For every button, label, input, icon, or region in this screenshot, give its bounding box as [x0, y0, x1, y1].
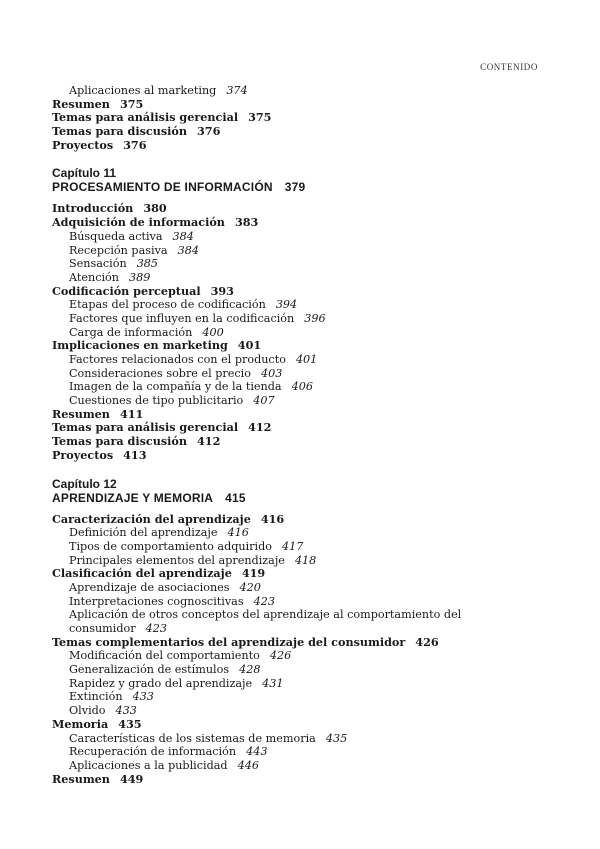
toc-entry-page: 401: [237, 338, 262, 353]
toc-entry-text: Cuestiones de tipo publicitario: [69, 394, 244, 408]
chapter-title-page: 379: [284, 180, 306, 195]
toc-entry-page: 433: [115, 704, 137, 718]
toc-entry-page: 426: [415, 634, 439, 649]
toc-entry-page: 416: [260, 511, 285, 526]
toc-subentry: [52, 257, 552, 271]
toc-entry-text: Temas para análisis gerencial: [52, 110, 239, 125]
toc-entry-text: Aplicación de otros conceptos del aprendizaje al comportamiento del: [69, 608, 462, 622]
toc-entry-page: 435: [118, 716, 142, 731]
toc-entry-page: 383: [234, 215, 259, 230]
toc-subentry: [52, 759, 552, 773]
toc-entry-text: Principales elementos del aprendizaje: [69, 553, 285, 567]
toc-entry-page: 423: [145, 622, 167, 635]
toc-entry: [52, 435, 552, 449]
toc-entry-page: 428: [239, 663, 261, 677]
toc-entry-page: 418: [294, 553, 317, 567]
toc-entry-text: Proyectos: [52, 137, 114, 152]
toc-subentry: [52, 244, 552, 258]
toc-subentry: [52, 353, 552, 367]
toc-entry: [52, 139, 552, 153]
toc-entry-page: 375: [119, 96, 144, 111]
toc-entry-text: Resumen: [52, 96, 110, 111]
chapter-11: [52, 166, 552, 462]
toc-entry-page: 380: [143, 201, 167, 216]
toc-entry-text: Resumen: [52, 406, 110, 421]
toc-entry-text: Factores que influyen en la codificación: [69, 311, 295, 325]
toc-entry: [52, 636, 552, 650]
toc-entry-page: 431: [262, 676, 284, 690]
toc-entry-text: Aplicaciones al marketing: [69, 84, 217, 97]
toc-entry-text: Recuperación de información: [69, 745, 237, 759]
toc-entry-text: Búsqueda activa: [69, 229, 163, 243]
toc-entry-text: Memoria: [52, 716, 109, 731]
toc-subentry: [52, 540, 552, 554]
toc-entry: [52, 202, 552, 216]
toc-entry-page: 374: [226, 84, 248, 97]
toc-subentry: [52, 271, 552, 285]
toc-entry: [52, 98, 552, 112]
chapter-12: [52, 477, 552, 787]
toc-subentry: [52, 367, 552, 381]
toc-entry-page: 412: [197, 434, 221, 449]
toc-entry-page: 433: [132, 690, 154, 704]
toc-entry-text: Recepción pasiva: [69, 243, 168, 257]
toc-entry: [52, 125, 552, 139]
toc-entry-page: 403: [260, 366, 283, 380]
toc-subentry: [52, 380, 552, 394]
toc-subentry: [52, 649, 552, 663]
toc-subentry: [52, 608, 552, 622]
toc-entry-text: Sensación: [69, 257, 127, 271]
toc-subentry: [52, 298, 552, 312]
toc-entry-text: Temas complementarios del aprendizaje del consumidor: [52, 634, 406, 649]
toc-entry-text: Características de los sistemas de memoria: [69, 731, 316, 745]
toc-entry-page: 389: [129, 270, 151, 284]
chapter-title-page: 415: [225, 490, 246, 505]
chapter-label: Capítulo 12: [52, 476, 117, 491]
toc-entry-page: 400: [202, 325, 224, 339]
toc-entry-page: 412: [248, 420, 272, 435]
toc-entry-page: 401: [295, 353, 318, 366]
chapter-12-entries: [52, 513, 552, 787]
toc-subentry: [52, 326, 552, 340]
toc-entry-text: Factores relacionados con el producto: [69, 353, 286, 366]
toc-entry-page: 417: [282, 539, 304, 553]
toc-entry: [52, 718, 552, 732]
toc-entry-text: Temas para análisis gerencial: [52, 420, 239, 435]
toc-entry-page: 407: [253, 394, 275, 408]
toc-entry-page: 376: [123, 137, 147, 152]
toc-entry-page: 426: [269, 649, 292, 663]
running-header: CONTENIDO: [480, 62, 538, 72]
toc-subentry: [52, 394, 552, 408]
toc-entry: [52, 408, 552, 422]
toc-entry-page: 375: [248, 110, 272, 125]
toc-entry: [52, 339, 552, 353]
toc-entry-text: Olvido: [69, 704, 106, 718]
chapter-title-text: PROCESAMIENTO DE INFORMACIÓN: [52, 180, 273, 195]
toc-subentry: [52, 690, 552, 704]
toc-entry-text: Caracterización del aprendizaje: [52, 511, 251, 526]
toc-subentry: [52, 526, 552, 540]
toc-entry: [52, 216, 552, 230]
toc-entry-page: 420: [239, 580, 261, 594]
toc-subentry: [52, 554, 552, 568]
toc-entry-page: 394: [275, 298, 298, 312]
toc-subentry: [52, 663, 552, 677]
toc-entry-text: Proyectos: [52, 447, 114, 462]
toc-section-previous-chapter-end: [52, 84, 552, 152]
toc-entry-page: 384: [177, 243, 199, 257]
toc-entry-text: Consideraciones sobre el precio: [69, 366, 251, 380]
toc-entry-page: 413: [123, 447, 147, 462]
toc-subentry: [52, 677, 552, 691]
toc-entry-page: 443: [246, 745, 268, 759]
toc-subentry: [52, 732, 552, 746]
toc-entry: [52, 449, 552, 463]
toc-entry-page: 384: [172, 229, 194, 243]
chapter-title-text: APRENDIZAJE Y MEMORIA: [52, 490, 214, 505]
toc-entry: [52, 513, 552, 527]
chapter-title: [52, 180, 552, 194]
toc-entry-text: Atención: [69, 270, 119, 284]
toc-entry-page: 406: [291, 380, 313, 394]
toc-entry-text: Imagen de la compañía y de la tienda: [69, 380, 282, 394]
toc-entry-text: Definición del aprendizaje: [69, 526, 218, 540]
toc-entry-text: Codificación perceptual: [52, 283, 201, 298]
chapter-label: Capítulo 11: [52, 166, 117, 181]
toc-entry-page: 396: [304, 311, 326, 325]
toc-entry-text: Generalización de estímulos: [69, 663, 230, 677]
toc-entry-text: consumidor: [69, 622, 136, 635]
toc-entry: [52, 773, 552, 787]
toc-entry: [52, 111, 552, 125]
toc-entry-page: 449: [119, 771, 144, 786]
toc-entry-page: 385: [136, 257, 159, 271]
toc-subentry: [52, 704, 552, 718]
toc-subentry: [52, 312, 552, 326]
toc-entry: [52, 567, 552, 581]
toc-subentry: [52, 84, 552, 98]
toc-entry-text: Interpretaciones cognoscitivas: [69, 594, 244, 608]
toc-subentry: [52, 622, 552, 636]
toc-entry-page: 416: [227, 526, 249, 540]
toc-subentry: [52, 595, 552, 609]
chapter-title: [52, 491, 552, 505]
toc-entry-text: Implicaciones en marketing: [52, 338, 228, 353]
toc-entry-page: 411: [119, 406, 144, 421]
toc-entry-text: Modificación del comportamiento: [69, 649, 260, 663]
toc-entry-text: Temas para discusión: [52, 434, 188, 449]
toc-entry-text: Carga de información: [69, 325, 193, 339]
toc-entry-text: Tipos de comportamiento adquirido: [69, 539, 272, 553]
toc-entry-page: 446: [237, 758, 259, 772]
toc-entry: [52, 421, 552, 435]
toc-entry-text: Extinción: [69, 690, 123, 704]
toc-entry-text: Temas para discusión: [52, 124, 188, 139]
toc-entry-page: 423: [253, 594, 275, 608]
table-of-contents: [52, 84, 552, 794]
toc-entry-page: 419: [241, 566, 266, 581]
toc-entry-text: Aplicaciones a la publicidad: [69, 758, 228, 772]
toc-entry-text: Introducción: [52, 201, 134, 216]
toc-entry-page: 393: [210, 283, 234, 298]
toc-entry-page: 376: [197, 124, 221, 139]
toc-entry-text: Etapas del proceso de codificación: [69, 298, 266, 312]
toc-entry-text: Resumen: [52, 771, 110, 786]
toc-entry-text: Rapidez y grado del aprendizaje: [69, 676, 253, 690]
chapter-11-entries: [52, 202, 552, 462]
toc-entry-text: Adquisición de información: [52, 215, 225, 230]
toc-entry-text: Clasificación del aprendizaje: [52, 566, 232, 581]
toc-entry-text: Aprendizaje de asociaciones: [69, 580, 230, 594]
toc-subentry: [52, 745, 552, 759]
toc-subentry: [52, 581, 552, 595]
toc-entry-page: 435: [325, 731, 348, 745]
toc-subentry: [52, 230, 552, 244]
toc-entry: [52, 285, 552, 299]
